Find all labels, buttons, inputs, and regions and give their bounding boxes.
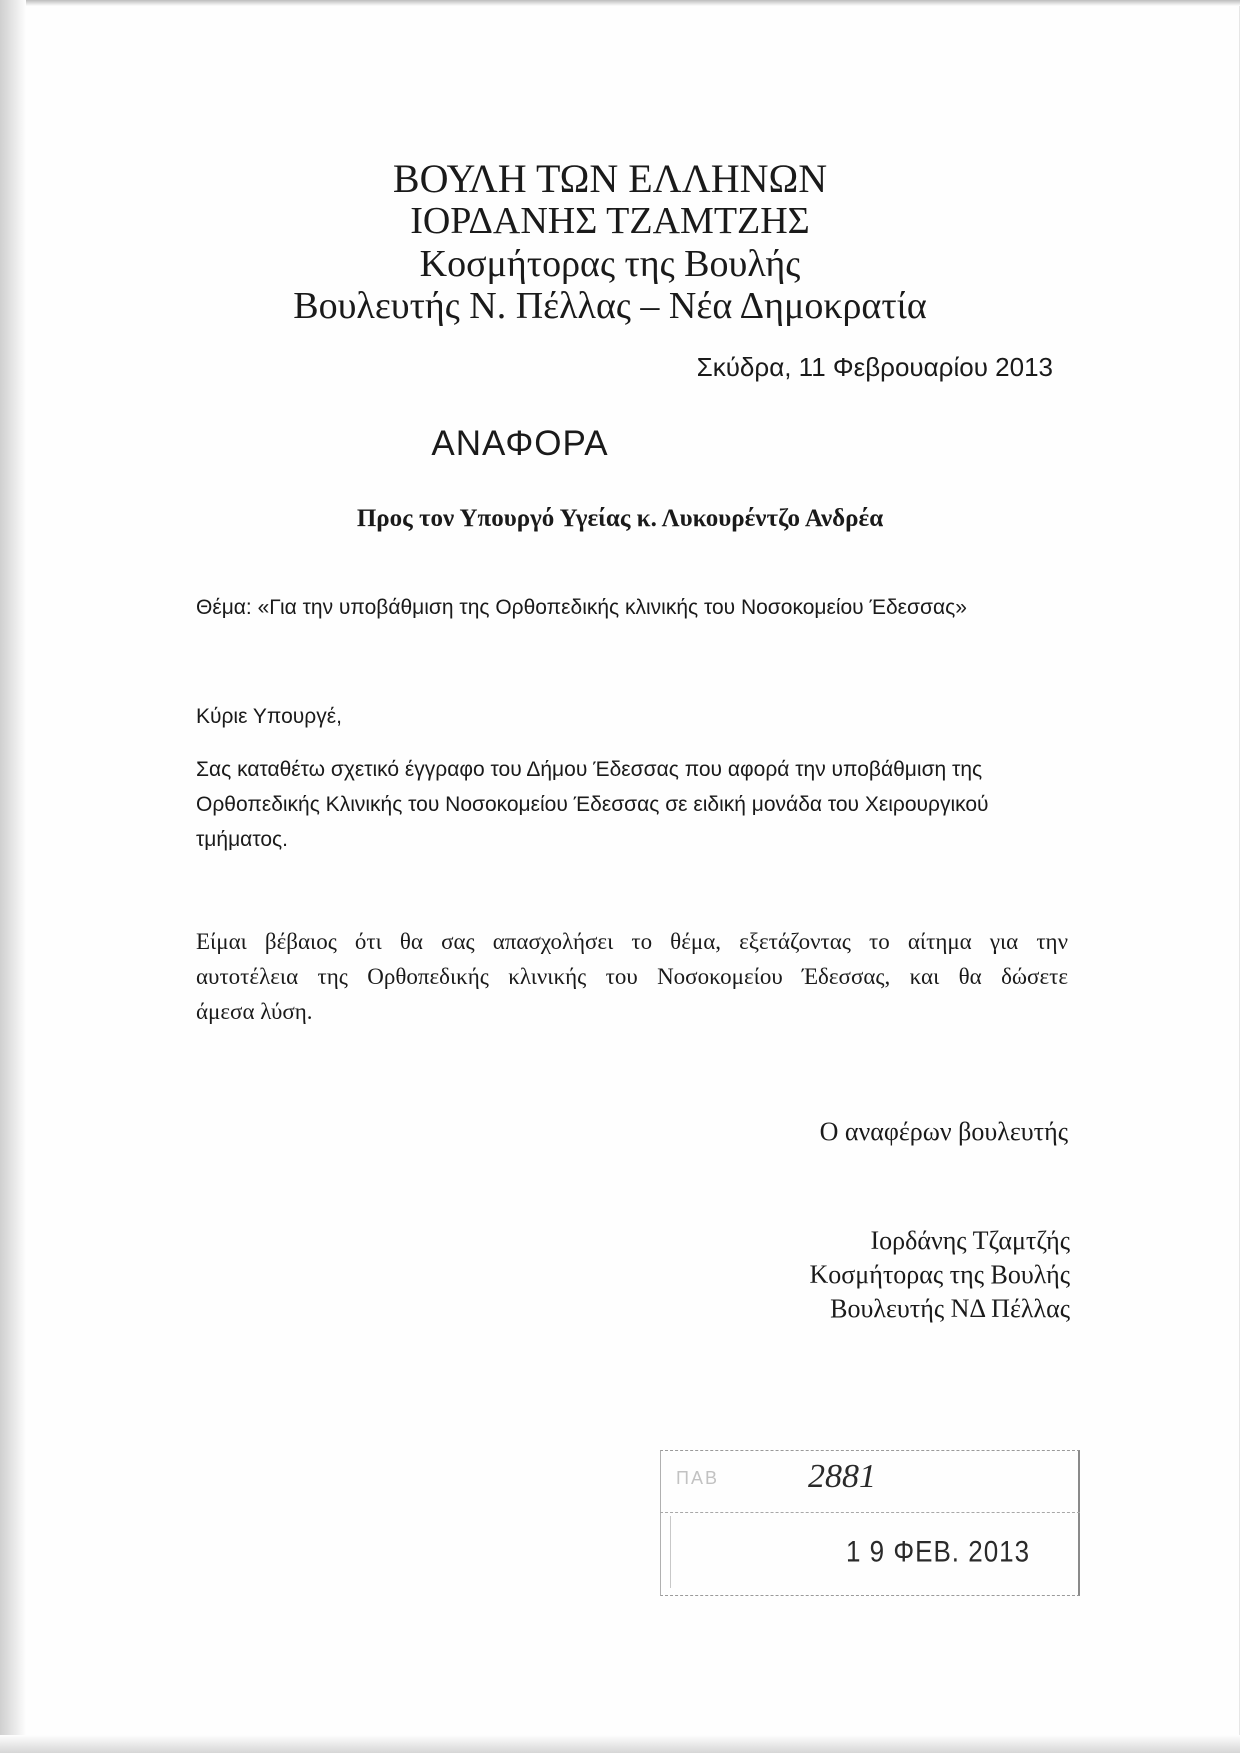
paragraph-1-line-2: Ορθοπεδικής Κλινικής του Νοσοκομείου Έδεσσας σε ειδική μονάδα του Χειρουργικού bbox=[196, 793, 989, 816]
paragraph-1-line-3: τμήματος. bbox=[196, 828, 288, 851]
stamp-date: 1 9 ΦΕΒ. 2013 bbox=[846, 1533, 1031, 1569]
letterhead-name: ΙΟΡΔΑΝΗΣ ΤΖΑΜΤΖΗΣ bbox=[410, 200, 810, 242]
scan-edge-bottom bbox=[0, 1735, 1240, 1753]
body-paragraph-2 bbox=[196, 924, 1068, 1029]
paragraph-1-line-1: Σας καταθέτω σχετικό έγγραφο του Δήμου Έδεσσας που αφορά την υποβάθμιση της bbox=[196, 758, 983, 781]
signature-constituency: Βουλευτής ΝΔ Πέλλας bbox=[830, 1294, 1070, 1323]
signature-role: Κοσμήτορας της Βουλής bbox=[809, 1260, 1070, 1289]
letterhead-constituency: Βουλευτής Ν. Πέλλας – Νέα Δημοκρατία bbox=[293, 285, 927, 327]
document-title: ΑΝΑΦΟΡΑ bbox=[431, 424, 609, 463]
paragraph-2-line-3: άμεσα λύση. bbox=[196, 999, 313, 1024]
closing-line: Ο αναφέρων βουλευτής bbox=[819, 1117, 1068, 1146]
subject-line: Θέμα: «Για την υποβάθμιση της Ορθοπεδικής κλινικής του Νοσοκομείου Έδεσσας» bbox=[196, 596, 967, 619]
signature-block bbox=[810, 1224, 1071, 1326]
signature-name: Ιορδάνης Τζαμτζής bbox=[870, 1226, 1070, 1255]
paragraph-2-line-2: αυτοτέλεια της Ορθοπεδικής κλινικής του Νοσοκομείου Έδεσσας, και θα δώσετε bbox=[196, 964, 1068, 989]
registration-stamp bbox=[660, 1450, 1080, 1596]
scan-edge-top bbox=[0, 0, 1240, 6]
place-date: Σκύδρα, 11 Φεβρουαρίου 2013 bbox=[696, 352, 1053, 382]
salutation: Κύριε Υπουργέ, bbox=[196, 705, 342, 728]
stamp-divider bbox=[660, 1512, 1080, 1513]
paragraph-2-line-1: Είμαι βέβαιος ότι θα σας απασχολήσει το θέμα, εξετάζοντας το αίτημα για την bbox=[196, 929, 1068, 954]
stamp-handwritten-number: 2881 bbox=[808, 1458, 876, 1495]
stamp-label: ΠΑΒ bbox=[676, 1468, 720, 1488]
recipient-line: Προς τον Υπουργό Υγείας κ. Λυκουρέντζο Ανδρέα bbox=[356, 505, 884, 532]
letterhead-parliament: ΒΟΥΛΗ ΤΩΝ ΕΛΛΗΝΩΝ bbox=[392, 156, 828, 201]
letterhead-role: Κοσμήτορας της Βουλής bbox=[419, 243, 801, 285]
body-paragraph-1 bbox=[196, 752, 1058, 857]
